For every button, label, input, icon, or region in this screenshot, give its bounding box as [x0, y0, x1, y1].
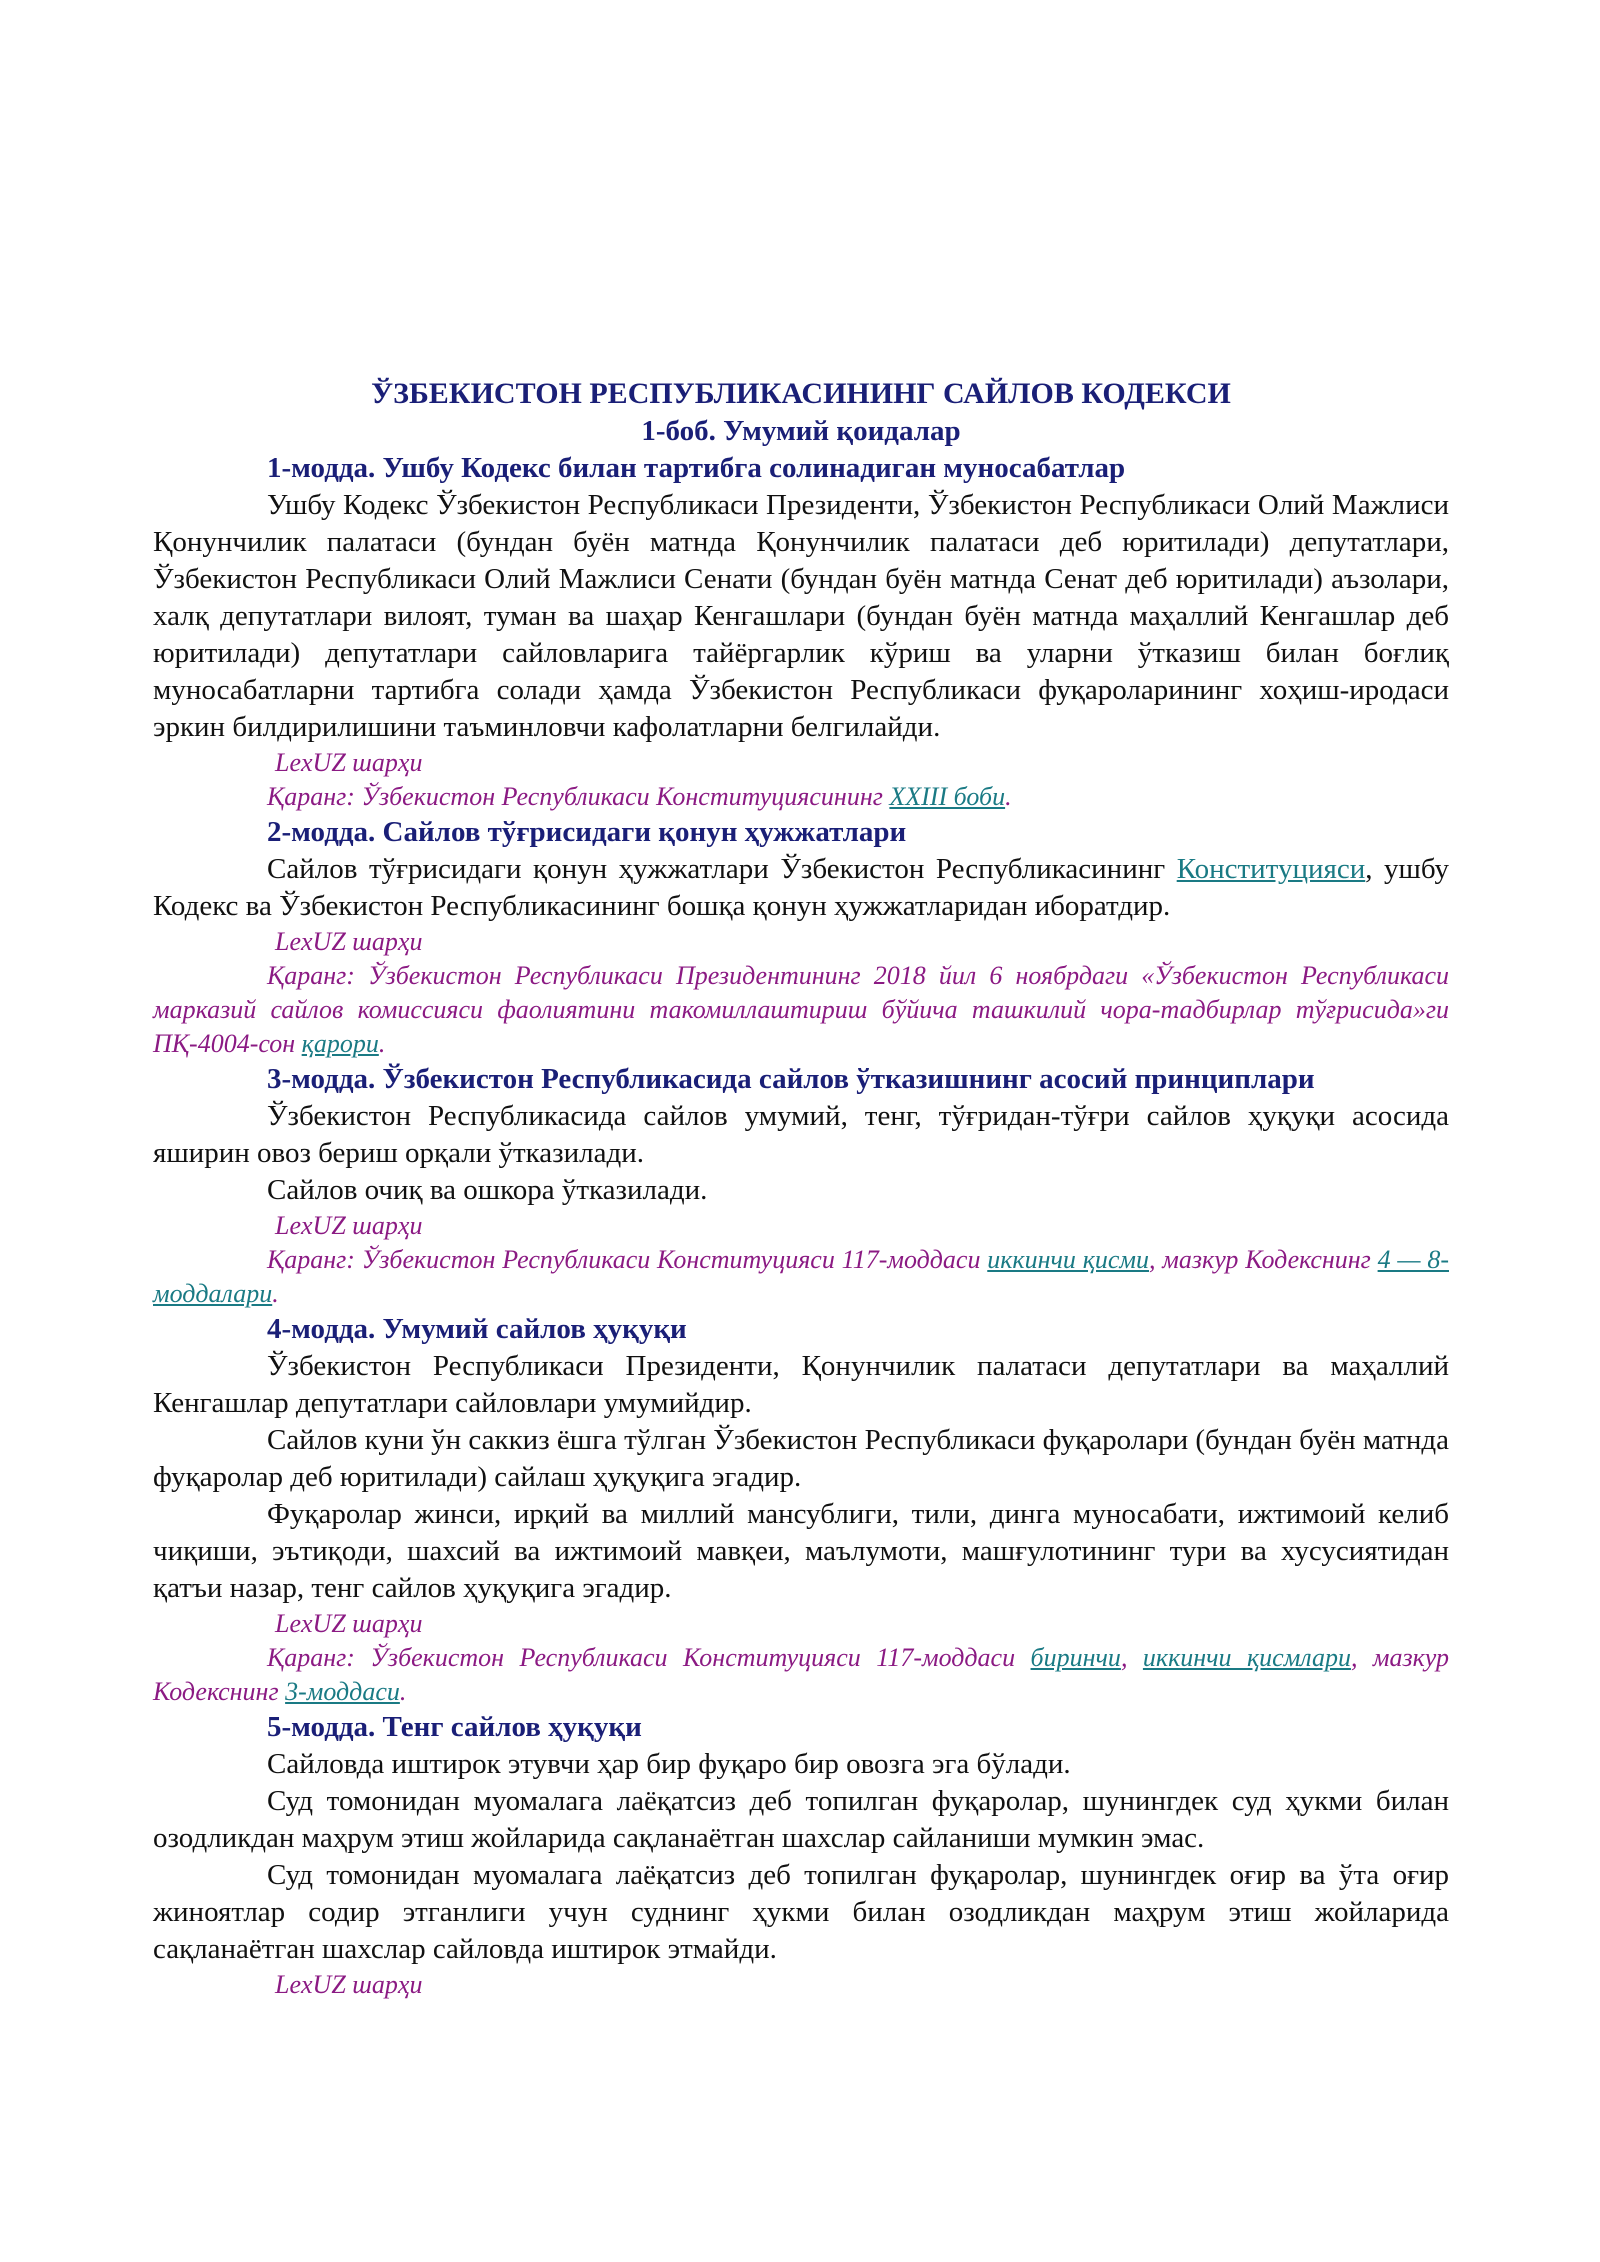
reference-text: Қаранг: Ўзбекистон Республикаси Конституцияси 117-моддаси — [267, 1245, 988, 1274]
article-4-paragraph-2: Сайлов куни ўн саккиз ёшга тўлган Ўзбекистон Республикаси фуқаролари (бундан буён матнда фуқаролар деб юритилади) сайлаш ҳуқуқига эгадир. — [153, 1424, 1449, 1493]
lexuz-comment-link[interactable]: LexUZ шарҳи — [275, 1970, 423, 1999]
article-1-reference — [153, 780, 1449, 814]
article-3-heading: 3-модда. Ўзбекистон Республикасида сайлов ўтказишнинг асосий принциплари — [267, 1063, 1315, 1095]
reference-link-2[interactable]: иккинчи қисмлари — [1142, 1643, 1351, 1672]
paragraph-text: Сайлов тўғрисидаги қонун ҳужжатлари Ўзбекистон Республикасининг — [267, 853, 1177, 885]
article-1-paragraph: Ушбу Кодекс Ўзбекистон Республикаси Президенти, Ўзбекистон Республикаси Олий Мажлиси Қонунчилик палатаси (бундан буён матнда Қонунчилик палатаси деб юритилади) депутатлари, Ўзбекистон Республикаси Олий Мажлиси Сенати (бундан буён матнда Сенат деб юритилади) аъзолари, халқ депутатлари вилоят, туман ва шаҳар Кенгашлари (бундан буён матнда маҳаллий Кенгашлар деб юритилади) депутатлари сайловларига тайёргарлик кўриш ва уларни ўтказиш билан боғлиқ муносабатларни тартибга солади ҳамда Ўзбекистон Республикаси фуқароларининг хоҳиш-иродаси эркин билдирилишини таъминловчи кафолатларни белгилайди. — [153, 489, 1449, 743]
reference-text: Қаранг: Ўзбекистон Республикаси Конституциясининг — [267, 782, 890, 811]
lexuz-comment-link[interactable]: LexUZ шарҳи — [275, 927, 423, 956]
constitution-link[interactable]: Конституцияси — [1176, 853, 1366, 885]
article-3-paragraph-1: Ўзбекистон Республикасида сайлов умумий, тенг, тўғридан-тўғри сайлов ҳуқуқи асосида яширин овоз бериш орқали ўтказилади. — [153, 1100, 1449, 1169]
article-4-reference — [153, 1641, 1449, 1709]
reference-text: Қаранг: Ўзбекистон Республикаси Конституцияси 117-моддаси — [267, 1643, 1031, 1672]
article-2-paragraph — [153, 851, 1449, 925]
lexuz-comment-link[interactable]: LexUZ шарҳи — [275, 748, 423, 777]
reference-end: . — [272, 1279, 279, 1308]
document-title: ЎЗБЕКИСТОН РЕСПУБЛИКАСИНИНГ САЙЛОВ КОДЕКСИ — [371, 377, 1231, 410]
reference-end: . — [399, 1677, 407, 1706]
reference-link-3[interactable]: 3-моддаси — [285, 1677, 400, 1706]
reference-mid: , мазкур Кодекснинг — [153, 1643, 1450, 1706]
article-3-reference — [153, 1243, 1449, 1311]
reference-link-1[interactable]: иккинчи қисми — [987, 1245, 1149, 1274]
article-5-paragraph-2: Суд томонидан муомалага лаёқатсиз деб топилган фуқаролар, шунингдек суд ҳукми билан озодликдан маҳрум этиш жойларида сақланаётган шахслар сайланиши мумкин эмас. — [153, 1785, 1449, 1854]
article-5-heading: 5-модда. Тенг сайлов ҳуқуқи — [267, 1711, 642, 1743]
reference-end: . — [1005, 782, 1012, 811]
reference-link-2[interactable]: 4 — 8-моддалари — [153, 1245, 1449, 1308]
article-2-heading: 2-модда. Сайлов тўғрисидаги қонун ҳужжатлари — [267, 816, 907, 848]
article-4-paragraph-1: Ўзбекистон Республикаси Президенти, Қонунчилик палатаси депутатлари ва маҳаллий Кенгашлар депутатлари сайловлари умумийдир. — [153, 1350, 1449, 1419]
reference-link[interactable]: қарори — [301, 1029, 379, 1058]
reference-link-1[interactable]: биринчи — [1030, 1643, 1121, 1672]
document-page — [153, 375, 1449, 2002]
article-5-paragraph-1: Сайловда иштирок этувчи ҳар бир фуқаро бир овозга эга бўлади. — [267, 1748, 1071, 1780]
article-2-reference — [153, 959, 1449, 1061]
article-3-paragraph-2: Сайлов очиқ ва ошкора ўтказилади. — [267, 1174, 708, 1206]
article-4-heading: 4-модда. Умумий сайлов ҳуқуқи — [267, 1313, 687, 1345]
reference-mid: , мазкур Кодекснинг — [1149, 1245, 1378, 1274]
article-4-paragraph-3: Фуқаролар жинси, ирқий ва миллий мансублиги, тили, динга муносабати, ижтимоий келиб чиқиши, эътиқоди, шахсий ва ижтимоий мавқеи, маълумоти, машғулотининг тури ва хусусиятидан қатъи назар, тенг сайлов ҳуқуқига эгадир. — [153, 1498, 1449, 1604]
reference-end: . — [378, 1029, 386, 1058]
article-1-heading: 1-модда. Ушбу Кодекс билан тартибга солинадиган муносабатлар — [267, 452, 1126, 484]
lexuz-comment-link[interactable]: LexUZ шарҳи — [275, 1211, 423, 1240]
reference-link[interactable]: XXIII боби — [889, 782, 1006, 811]
article-5-paragraph-3: Суд томонидан муомалага лаёқатсиз деб топилган фуқаролар, шунингдек оғир ва ўта оғир жиноятлар содир этганлиги учун суднинг ҳукми билан озодликдан маҳрум этиш жойларида сақланаётган шахслар сайловда иштирок этмайди. — [153, 1859, 1449, 1965]
lexuz-comment-link[interactable]: LexUZ шарҳи — [275, 1609, 423, 1638]
reference-sep: , — [1120, 1643, 1143, 1672]
reference-text: Қаранг: Ўзбекистон Республикаси Президентининг 2018 йил 6 ноябрдаги «Ўзбекистон Республикаси марказий сайлов комиссияси фаолиятини такомиллаштириш бўйича ташкилий чора-тадбирлар тўғрисида»ги ПҚ-4004-сон — [153, 961, 1449, 1058]
paragraph-text-end: , ушбу Кодекс ва Ўзбекистон Республикасининг бошқа қонун ҳужжатларидан иборатдир. — [153, 853, 1450, 922]
chapter-heading: 1-боб. Умумий қоидалар — [641, 415, 961, 447]
